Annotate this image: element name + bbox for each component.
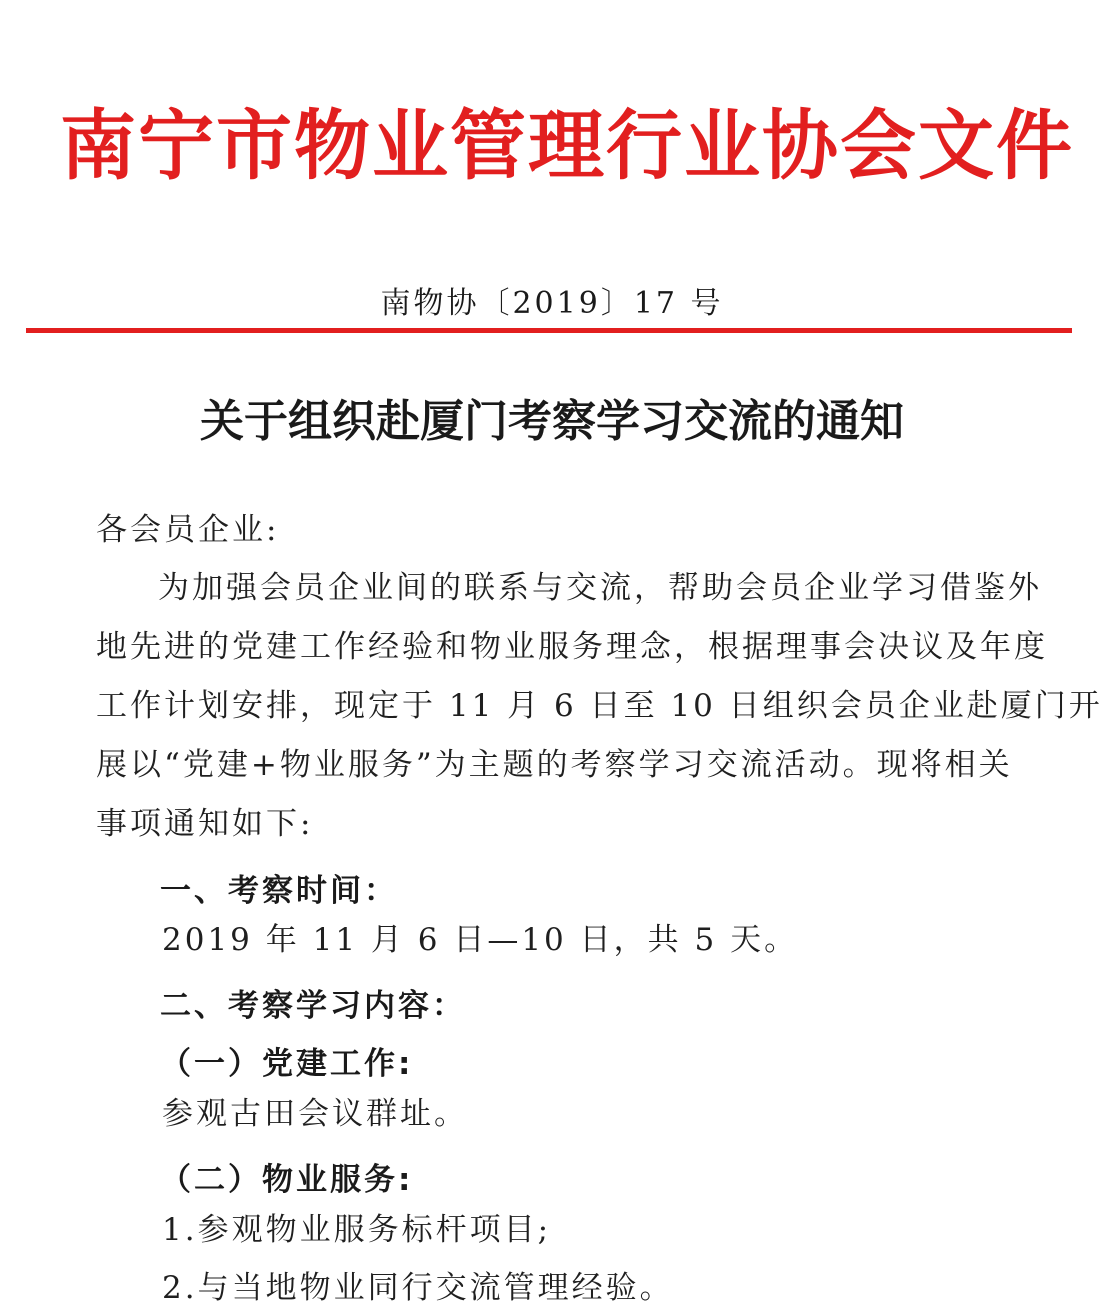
intro-line-1: 为加强会员企业间的联系与交流，帮助会员企业学习借鉴外 [158,570,1042,606]
subsection-1-heading: （一）党建工作: [160,1046,414,1082]
intro-line-2: 地先进的党建工作经验和物业服务理念，根据理事会决议及年度 [96,629,1048,665]
intro-line-3: 工作计划安排，现定于 11 月 6 日至 10 日组织会员企业赴厦门开 [96,688,1103,724]
section-1-heading: 一、考察时间： [160,873,398,909]
document-number: 南物协〔2019〕17 号 [380,286,724,321]
notice-title: 关于组织赴厦门考察学习交流的通知 [200,396,904,447]
subsection-2-item-1: 1.参观物业服务标杆项目; [162,1212,552,1248]
intro-line-4: 展以“党建+物业服务”为主题的考察学习交流活动。现将相关 [96,747,1013,783]
org-header-title: 南宁市物业管理行业协会文件 [60,101,1074,190]
subsection-1-content: 参观古田会议群址。 [162,1096,468,1132]
intro-line-5: 事项通知如下: [96,806,314,842]
salutation: 各会员企业: [96,512,280,548]
section-2-heading: 二、考察学习内容： [160,988,466,1024]
subsection-2-heading: （二）物业服务: [160,1162,414,1198]
section-1-content: 2019 年 11 月 6 日—10 日，共 5 天。 [162,922,799,958]
subsection-2-item-2: 2.与当地物业同行交流管理经验。 [162,1270,674,1306]
red-divider-line [26,328,1072,333]
